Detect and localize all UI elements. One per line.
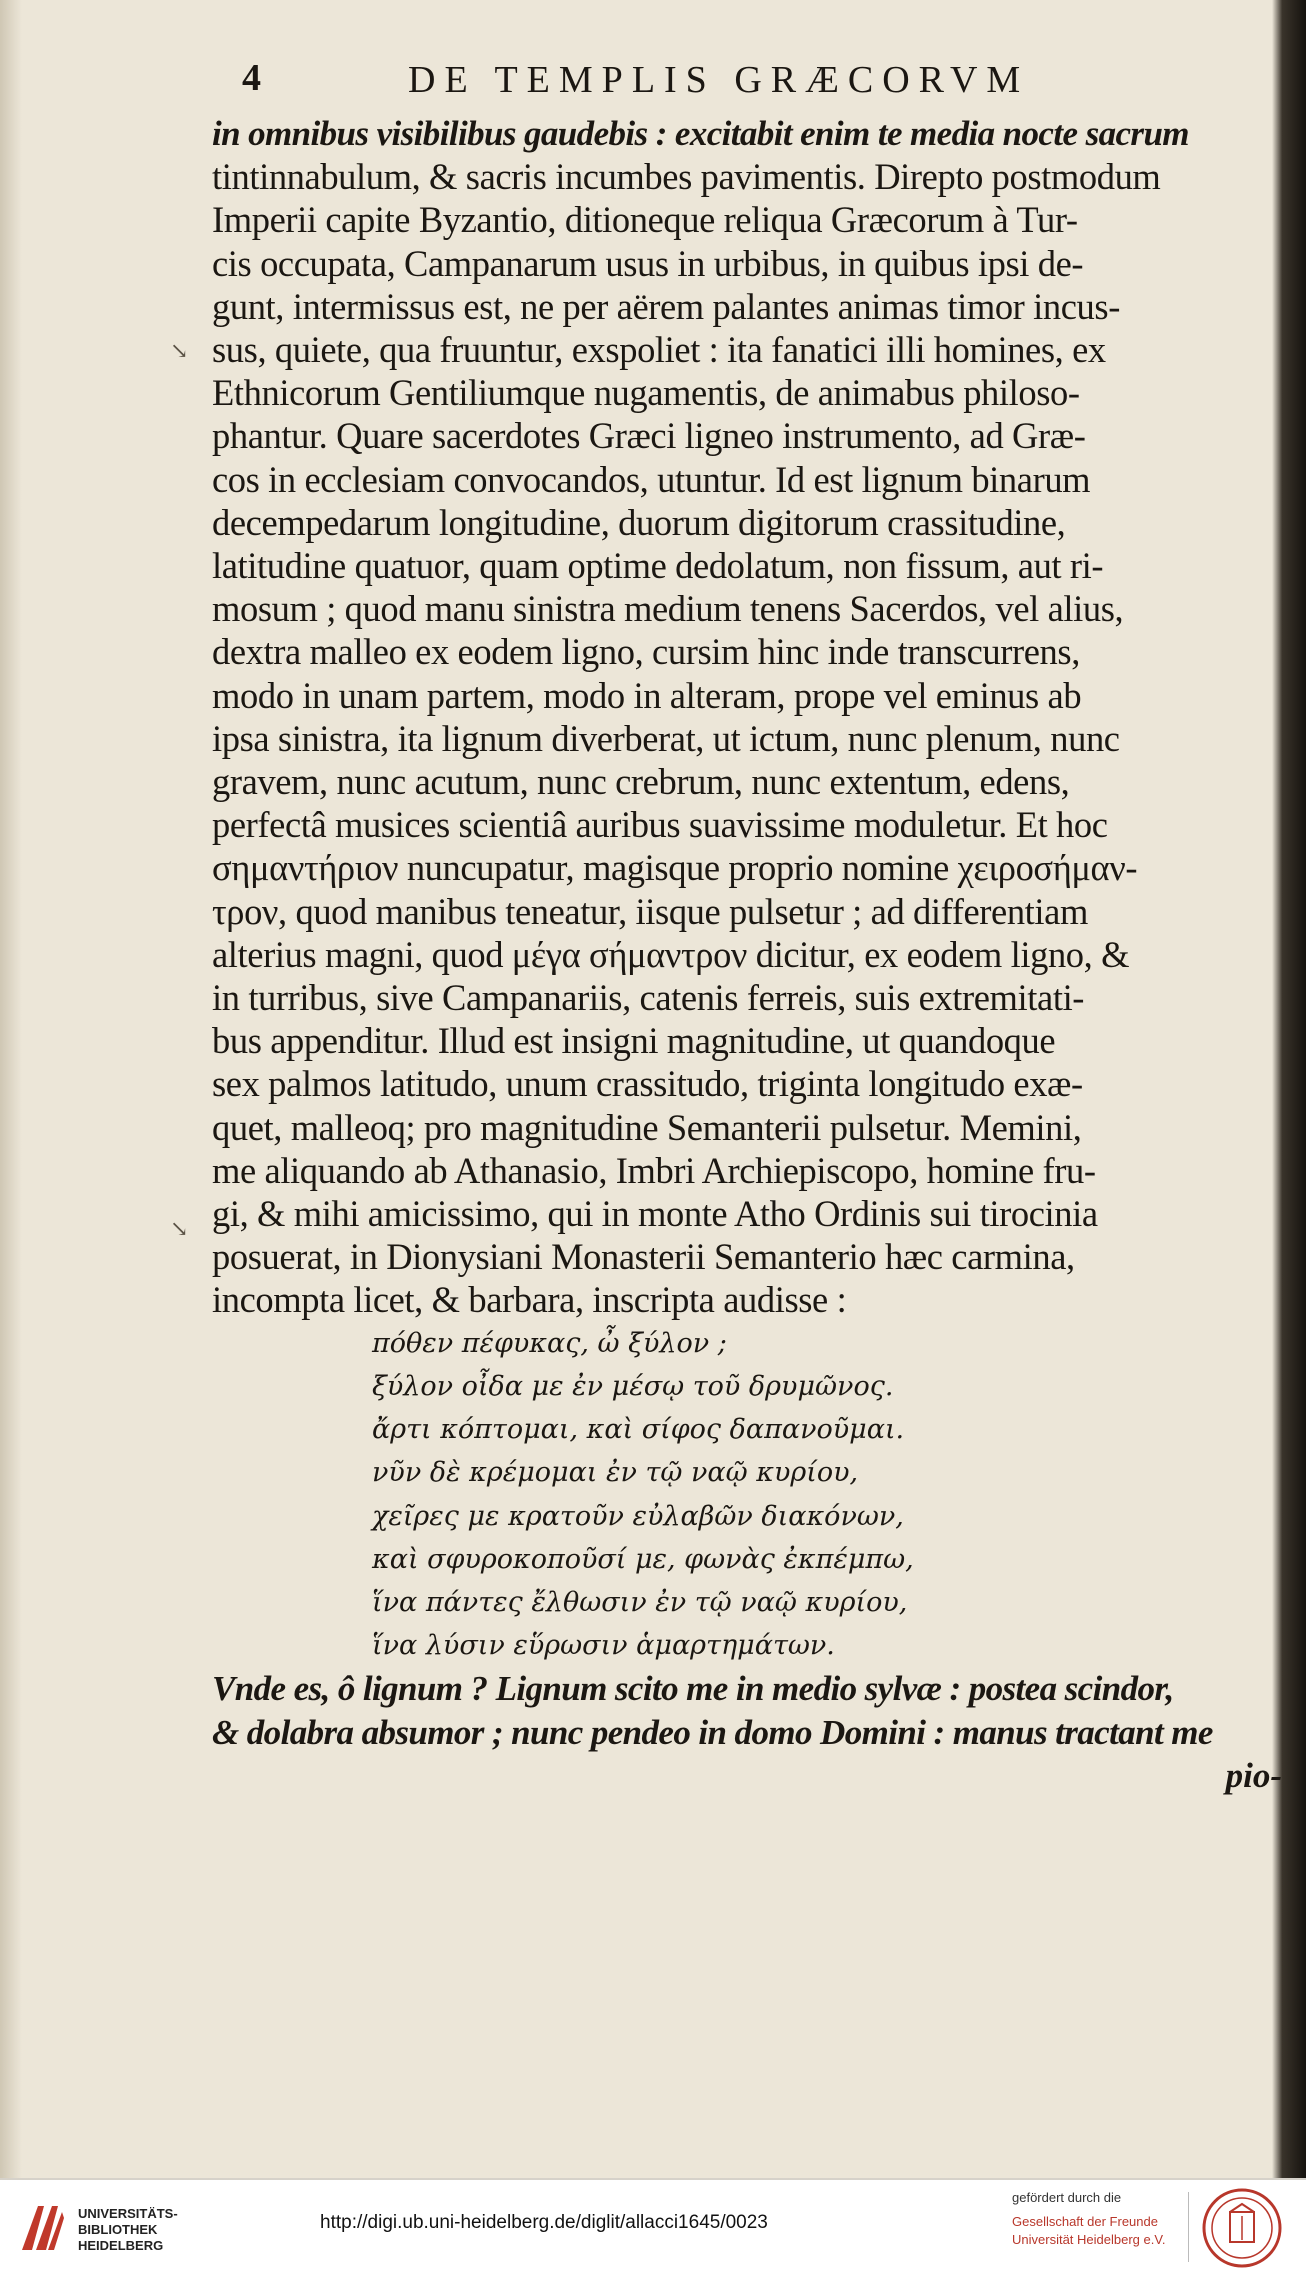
- verse-line: ἄρτι κόπτομαι, καὶ σίφος δαπανοῦμαι.: [372, 1414, 905, 1446]
- text-line: decempedarum longitudine, duorum digitorum crassitudine,: [212, 501, 1066, 543]
- text-line: τρον, quod manibus teneatur, iisque pulsetur ; ad differentiam: [212, 890, 1088, 932]
- text-line: in omnibus visibilibus gaudebis : excitabit enim te media nocte sacrum: [212, 114, 1189, 153]
- text-line: incompta licet, & barbara, inscripta audisse :: [212, 1279, 847, 1321]
- text-line: Imperii capite Byzantio, ditioneque reliqua Græcorum à Tur-: [212, 199, 1078, 241]
- body-text: [212, 112, 1302, 1322]
- text-line: gi, & mihi amicissimo, qui in monte Atho Ordinis sui tirocinia: [212, 1193, 1098, 1235]
- permalink-url[interactable]: http://digi.ub.uni-heidelberg.de/diglit/allacci1645/0023: [320, 2212, 768, 2233]
- library-logo[interactable]: [18, 2198, 178, 2258]
- university-seal-icon[interactable]: [1200, 2186, 1284, 2270]
- text-line: sex palmos latitudo, unum crassitudo, triginta longitudo exæ-: [212, 1063, 1083, 1105]
- translation-line: & dolabra absumor ; nunc pendeo in domo Domini : manus tractant me: [212, 1712, 1213, 1752]
- text-line: latitudine quatuor, quam optime dedolatum, non fissum, aut ri-: [212, 545, 1104, 587]
- text-line: quet, malleoq; pro magnitudine Semanterii pulsetur. Memini,: [212, 1106, 1082, 1148]
- text-line: sus, quiete, qua fruuntur, exspoliet : ita fanatici illi homines, ex: [212, 329, 1106, 371]
- sponsor-name-line: Universität Heidelberg e.V.: [1012, 2232, 1166, 2247]
- text-line: Ethnicorum Gentiliumque nugamentis, de animabus philoso-: [212, 372, 1080, 414]
- text-line: cis occupata, Campanarum usus in urbibus, in quibus ipsi de-: [212, 242, 1084, 284]
- latin-translation: [212, 1667, 1302, 1753]
- text-line: modo in unam partem, modo in alteram, prope vel eminus ab: [212, 674, 1082, 716]
- translation-line: Vnde es, ô lignum ? Lignum scito me in medio sylvæ : postea scindor,: [212, 1669, 1174, 1709]
- footer-divider: [1188, 2192, 1189, 2262]
- text-block: [212, 56, 1302, 1797]
- library-name-line: UNIVERSITÄTS-: [78, 2206, 178, 2221]
- catchword: pio-: [1225, 1755, 1282, 1795]
- text-line: bus appenditur. Illud est insigni magnitudine, ut quandoque: [212, 1020, 1056, 1062]
- library-name-line: BIBLIOTHEK: [78, 2222, 158, 2237]
- verse-line: νῦν δὲ κρέμομαι ἐν τῷ ναῷ κυρίου,: [372, 1457, 859, 1489]
- verse-line: πόθεν πέφυκας, ὦ ξύλον ;: [372, 1327, 727, 1359]
- library-emblem-icon: [18, 2202, 66, 2254]
- text-line: perfectâ musices scientiâ auribus suavissime moduletur. Et hoc: [212, 804, 1108, 846]
- verse-line: καὶ σφυροκοποῦσί με, φωνὰς ἐκπέμπω,: [372, 1543, 914, 1575]
- verse-line: χεῖρες με κρατοῦν εὐλαβῶν διακόνων,: [372, 1500, 904, 1532]
- page-header: [212, 56, 1302, 112]
- verse-line: ἵνα λύσιν εὕρωσιν ἁμαρτημάτων.: [372, 1630, 835, 1662]
- text-line: posuerat, in Dionysiani Monasterii Semanterio hæc carmina,: [212, 1236, 1075, 1278]
- text-line: σημαντήριον nuncupatur, magisque proprio nomine χειροσήμαν-: [212, 847, 1138, 889]
- sponsor-intro: gefördert durch die: [1012, 2190, 1122, 2205]
- text-line: ipsa sinistra, ita lignum diverberat, ut ictum, nunc plenum, nunc: [212, 717, 1120, 759]
- page-number: 4: [242, 57, 261, 99]
- greek-verse: [212, 1322, 1302, 1668]
- text-line: mosum ; quod manu sinistra medium tenens Sacerdos, vel alius,: [212, 588, 1124, 630]
- sponsor-name-line: Gesellschaft der Freunde: [1012, 2214, 1158, 2229]
- margin-mark: ↘: [170, 1216, 189, 1241]
- text-line: in turribus, sive Campanariis, catenis ferreis, suis extremitati-: [212, 977, 1085, 1019]
- verse-line: ξύλον οἶδα με ἐν μέσῳ τοῦ δρυμῶνος.: [372, 1370, 894, 1402]
- text-line: me aliquando ab Athanasio, Imbri Archiepiscopo, homine fru-: [212, 1149, 1096, 1191]
- verse-line: ἵνα πάντες ἔλθωσιν ἐν τῷ ναῷ κυρίου,: [372, 1586, 908, 1618]
- gutter-shadow: [0, 0, 22, 2178]
- text-line: gravem, nunc acutum, nunc crebrum, nunc extentum, edens,: [212, 761, 1070, 803]
- viewer-footer: [0, 2178, 1306, 2274]
- text-line: phantur. Quare sacerdotes Græci ligneo instrumento, ad Græ-: [212, 415, 1086, 457]
- text-line: gunt, intermissus est, ne per aërem palantes animas timor incus-: [212, 285, 1120, 327]
- margin-mark: ↘: [170, 338, 189, 363]
- text-line: cos in ecclesiam convocandos, utuntur. Id est lignum binarum: [212, 458, 1091, 500]
- library-name-line: HEIDELBERG: [78, 2238, 164, 2253]
- running-head: DE TEMPLIS GRÆCORVM: [408, 59, 1030, 101]
- text-line: tintinnabulum, & sacris incumbes pavimentis. Direpto postmodum: [212, 156, 1161, 198]
- text-line: dextra malleo ex eodem ligno, cursim hinc inde transcurrens,: [212, 631, 1080, 673]
- text-line: alterius magni, quod μέγα σήμαντρον dicitur, ex eodem ligno, &: [212, 933, 1130, 975]
